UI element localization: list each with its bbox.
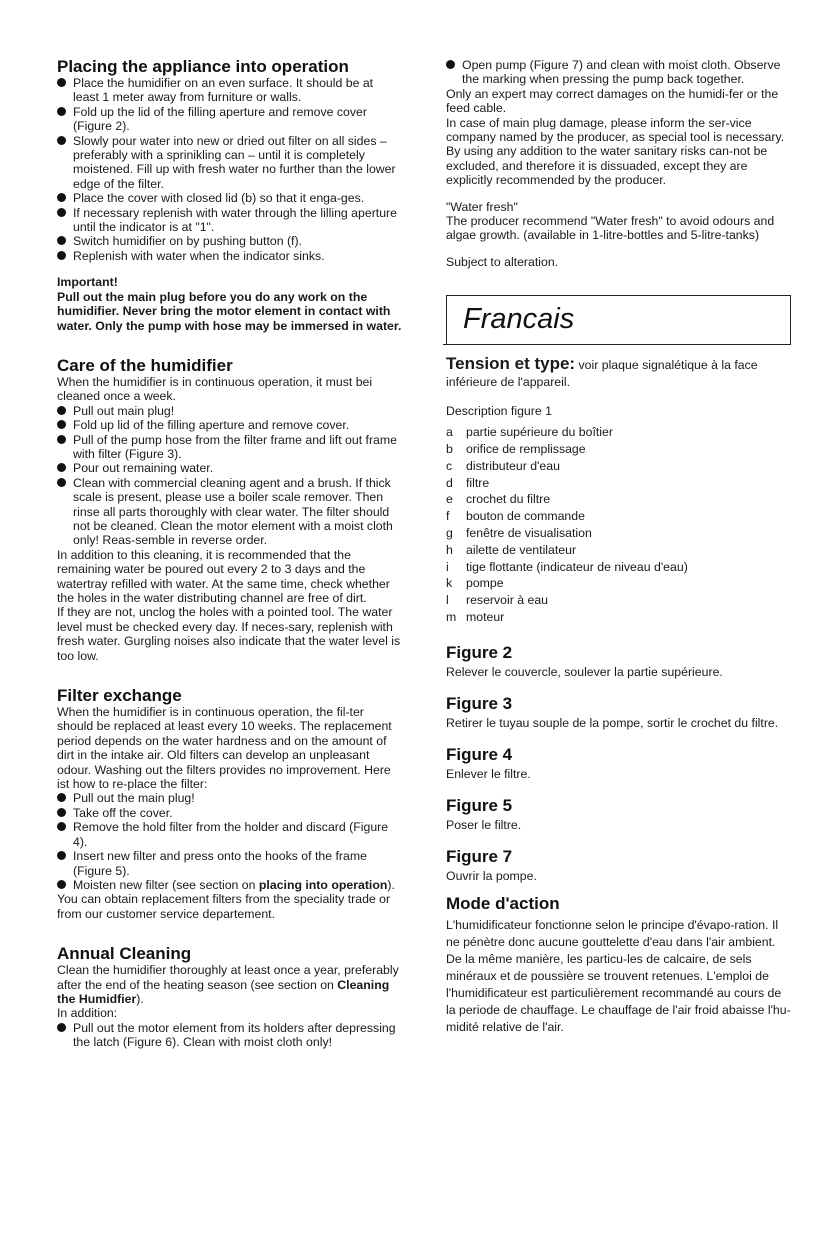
subject-to-alteration: Subject to alteration. [446,254,559,269]
tension-paragraph [446,355,791,391]
figure-title: Figure 2 [446,642,513,662]
list-item: Clean with commercial cleaning agent and a brush. If thick scale is present, please use a boiler scale remover. Then rinse all parts thoroughly with clear water. The filter should not be cleaned. Clean the motor element with a moist cloth only! Reas-semble in reverse order. [57,476,402,548]
text-span: ). [136,991,144,1006]
section-care [57,357,402,663]
legend-value: ailette de ventilateur [466,542,577,557]
legend-value: partie supérieure du boîtier [466,425,613,440]
list-item: Place the humidifier on an even surface. It should be at least 1 meter away from furniture or walls. [57,76,402,105]
list-item: Pull out main plug! [57,404,402,418]
legend-row [446,441,791,458]
legend-row [446,424,791,441]
section-title-mode: Mode d'action [446,893,560,913]
legend-key: c [446,458,453,473]
care-intro: When the humidifier is in continuous operation, it must bei cleaned once a week. [57,374,373,404]
section-title-annual: Annual Cleaning [57,944,192,964]
legend-key: h [446,542,453,557]
list-item: Open pump (Figure 7) and clean with moist cloth. Observe the marking when pressing the pump back together. [446,58,791,87]
legend-key: f [446,509,450,524]
legend-row [446,475,791,492]
list-item: Fold up the lid of the filling aperture and remove cover (Figure 2). [57,105,402,134]
list-item: Pour out remaining water. [57,461,402,475]
legend-key: k [446,576,453,591]
legend-key: m [446,610,457,625]
legend-value: crochet du filtre [466,492,551,507]
care-list [57,404,402,548]
filter-outro: You can obtain replacement filters from the speciality trade or from our customer service departement. [57,892,391,921]
water-fresh-text: The producer recommend "Water fresh" to avoid odours and algae growth. (available in 1-litre-bottles and 5-litre-tanks) [446,214,775,243]
french-section [446,345,791,1036]
link-cleaning: Cleaning the Humidfier [57,977,390,1006]
placing-list [57,76,402,263]
figure-title: Figure 3 [446,693,513,713]
filter-intro: When the humidifier is in continuous operation, the fil-ter should be replaced at least every 10 weeks. The replacement period depends on the water hardness and on the amount of dirt in the intake air. Old filters can develop an unpleasant odour. Washing out the filters provides no improvement. Here ist how to re-place the filter: [57,705,392,792]
list-item: Replenish with water when the indicator sinks. [57,249,402,263]
right-list [446,58,791,87]
legend-row [446,542,791,559]
right-paragraph-2: In case of main plug damage, please inform the ser-vice company named by the producer, as special tool is necessary. [446,115,785,145]
water-fresh-title: "Water fresh" [446,199,518,214]
right-paragraph-3: By using any addition to the water sanitary risks can-not be excluded, and therefore it is dissuaded, except they are explicitly recommended by the producer. [446,144,768,188]
list-item: Pull of the pump hose from the filter frame and lift out frame with filter (Figure 3). [57,433,402,462]
figure-text: Relever le couvercle, soulever la partie supérieure. [446,664,723,679]
care-paragraph-2: If they are not, unclog the holes with a pointed tool. The water level must be checked every day. If neces-sary, replenish with fresh water. Gurgling noises also indicate that the water level is too low. [57,605,401,663]
figure-text: Ouvrir la pompe. [446,868,537,883]
list-item: Pull out the motor element from its holders after depressing the latch (Figure 6). Clean with moist cloth only! [57,1021,402,1050]
legend-key: e [446,492,453,507]
section-placing [57,58,402,333]
legend-value: pompe [466,576,504,591]
figure-text: Retirer le tuyau souple de la pompe, sortir le crochet du filtre. [446,715,779,730]
tension-text: voir plaque signalétique à la face inférieure de l'appareil. [446,358,758,390]
legend-key: b [446,442,453,457]
annual-intro [57,963,402,1006]
figure-block [446,797,791,834]
list-item: Insert new filter and press onto the hooks of the frame (Figure 5). [57,849,402,878]
list-item: Take off the cover. [57,806,402,820]
section-filter [57,687,402,921]
figure-text: Poser le filtre. [446,817,522,832]
legend-row [446,491,791,508]
list-item [57,878,402,892]
figure-title: Figure 7 [446,846,513,866]
important-text: Pull out the main plug before you do any work on the humidifier. Never bring the motor element in contact with water. Only the pump with hose may be immersed in water. [57,289,402,333]
important-label: Important! [57,275,118,290]
link-placing-into-operation: placing into operation [258,877,388,892]
section-annual [57,945,402,1049]
right-column [446,58,791,1036]
text-span: Moisten new filter (see section on [73,877,259,892]
list-item: Pull out the main plug! [57,791,402,805]
legend-row [446,508,791,525]
legend-key: g [446,526,453,541]
filter-list [57,791,402,892]
legend-list [446,424,791,626]
text-span: ). [387,877,395,892]
tension-heading: Tension et type: [446,354,576,374]
section-title-placing: Placing the appliance into operation [57,57,349,76]
figure-title: Figure 5 [446,795,513,815]
legend-value: fenêtre de visualisation [466,526,592,541]
legend-value: tige flottante (indicateur de niveau d'eau) [466,559,688,574]
list-item: If necessary replenish with water through the lilling aperture until the indicator is at "1". [57,206,402,235]
legend-value: reservoir à eau [466,593,549,608]
legend-value: filtre [466,475,490,490]
annual-list [57,1021,402,1050]
annual-in-addition: In addition: [57,1006,118,1021]
francais-title: Francais [463,303,575,336]
left-column [57,58,402,1064]
figure-block [446,746,791,783]
legend-key: i [446,559,449,574]
legend-value: moteur [466,610,505,625]
figure-text: Enlever le filtre. [446,766,531,781]
francais-heading-box [446,295,791,345]
figure-title: Figure 4 [446,744,513,764]
legend-row [446,575,791,592]
right-paragraph-1: Only an expert may correct damages on the humidi-fer or the feed cable. [446,86,779,116]
list-item: Switch humidifier on by pushing button (f). [57,234,402,248]
legend-key: a [446,425,453,440]
legend-value: orifice de remplissage [466,442,586,457]
care-paragraph-1: In addition to this cleaning, it is recommended that the remaining water be poured out every 2 to 3 days and the watertray refilled with water. At the same time, check whether the holes in the water distributing channel are free of dirt. [57,547,390,605]
section-title-care: Care of the humidifier [57,355,233,375]
legend-value: bouton de commande [466,509,585,524]
list-item: Slowly pour water into new or dried out filter on all sides – preferably with a sprinikling can – until it is completely moistened. Fill up with fresh water no further than the lower edge of the filter. [57,134,402,192]
legend-row [446,559,791,576]
legend-row [446,458,791,475]
figures-list [446,644,791,885]
description-title: Description figure 1 [446,404,552,419]
list-item: Remove the hold filter from the holder and discard (Figure 4). [57,820,402,849]
legend-value: distributeur d'eau [466,458,560,473]
figure-block [446,695,791,732]
legend-row [446,525,791,542]
legend-row [446,592,791,609]
list-item: Place the cover with closed lid (b) so that it enga-ges. [57,191,402,205]
text-span: Clean the humidifier thoroughly at least once a year, preferably after the end of the heating season (see section on [57,963,399,992]
list-item: Fold up lid of the filling aperture and remove cover. [57,418,402,432]
section-title-filter: Filter exchange [57,686,182,706]
mode-text: L'humidificateur fonctionne selon le principe d'évapo-ration. Il ne pénètre donc aucune gouttelette d'eau dans l'air ambient. De la même manière, les particu-les de calcaire, de sels minéraux et de poussière se trouvent retenues. L'emploi de l'humidificateur est particulièrement recommandé au cours de la periode de chauffage. Le chauffage de l'air froid abaisse l'hu-midité relative de l'air. [446,917,791,1034]
legend-key: l [446,593,449,608]
legend-row [446,609,791,626]
legend-key: d [446,475,453,490]
figure-block [446,644,791,681]
figure-block [446,848,791,885]
